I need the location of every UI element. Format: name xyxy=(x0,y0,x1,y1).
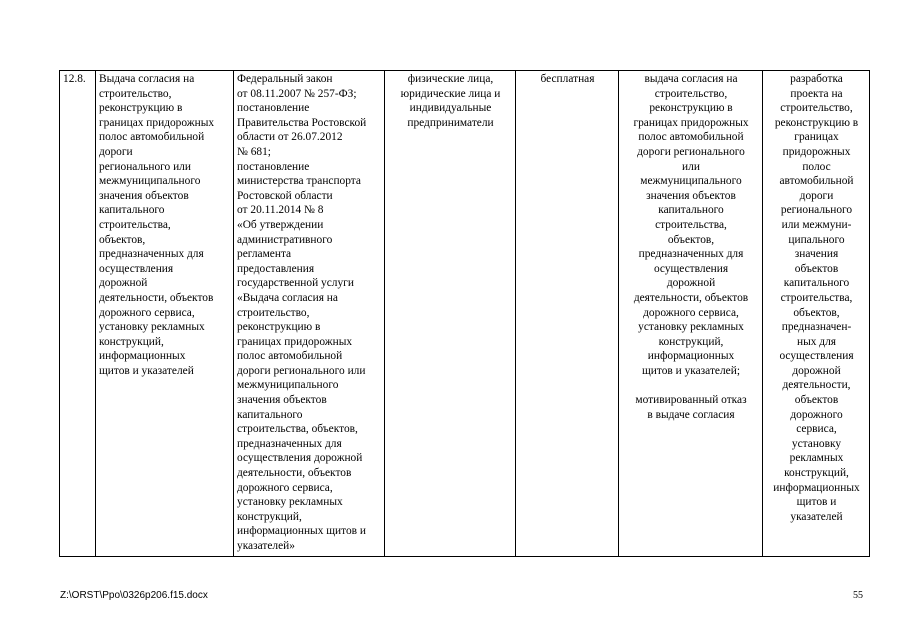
text-line: значения xyxy=(794,248,839,261)
text-line: или xyxy=(682,160,700,173)
text-line: капитального xyxy=(658,204,724,217)
text-line: границах придорожных xyxy=(99,116,215,129)
text-line: административного xyxy=(237,233,333,246)
text-line: конструкций, xyxy=(658,335,724,348)
text-line: реконструкцию в xyxy=(99,102,183,115)
text-line: дорожной xyxy=(792,364,841,377)
text-line: объектов, xyxy=(99,233,146,246)
text-line: № 681; xyxy=(237,145,271,158)
result-refusal-text xyxy=(622,393,760,422)
text-line: предоставления xyxy=(237,262,315,275)
text-line: дорожного сервиса, xyxy=(99,306,195,319)
text-line: полос автомобильной xyxy=(237,350,343,363)
result-approval-text xyxy=(622,72,760,378)
text-line: физические лица, xyxy=(407,73,494,85)
text-line: строительство, xyxy=(654,87,728,100)
paragraph-gap xyxy=(622,378,760,393)
legal-basis-text xyxy=(237,72,382,554)
services-table xyxy=(59,70,870,557)
text-line: дороги xyxy=(799,189,834,202)
text-line: мотивированный отказ xyxy=(635,394,747,407)
fee-cell xyxy=(516,71,619,557)
table-row xyxy=(60,71,870,557)
text-line: дороги регионального или xyxy=(237,364,366,377)
footer-file-path: Z:\ORST\Ppo\0326p206.f15.docx xyxy=(60,590,208,601)
text-line: объектов xyxy=(794,394,839,407)
text-line: «Об утверждении xyxy=(237,218,324,231)
text-line: или межмуни- xyxy=(781,218,852,231)
text-line: границах xyxy=(794,131,839,144)
text-line: объектов xyxy=(794,262,839,275)
text-line: значения объектов xyxy=(99,189,189,202)
text-line: дорожного сервиса, xyxy=(643,306,739,319)
text-line: межмуниципального xyxy=(99,175,201,188)
text-line: установку рекламных xyxy=(99,321,205,334)
text-line: осуществления xyxy=(653,262,729,275)
text-line: министерства транспорта xyxy=(237,175,361,188)
text-line: дорожного xyxy=(790,408,843,421)
text-line: сервиса, xyxy=(796,423,837,436)
text-line: Выдача согласия на xyxy=(99,73,195,85)
text-line: щитов и xyxy=(796,496,837,509)
text-line: от 20.11.2014 № 8 xyxy=(237,204,324,217)
text-line: рекламных xyxy=(789,452,844,465)
text-line: деятельности, объектов xyxy=(99,291,214,304)
text-line: указателей xyxy=(790,510,843,523)
text-line: придорожных xyxy=(782,145,851,158)
text-line: в выдаче согласия xyxy=(647,408,735,421)
text-line: области от 26.07.2012 xyxy=(237,131,343,144)
text-line: информационных xyxy=(647,350,735,363)
text-line: информационных xyxy=(99,350,186,363)
text-line: предназначенных для xyxy=(638,248,744,261)
text-line: дороги xyxy=(99,145,133,158)
text-line: установку рекламных xyxy=(237,496,343,509)
text-line: предприниматели xyxy=(407,116,494,129)
text-line: государственной услуги xyxy=(237,277,354,290)
text-line: «Выдача согласия на xyxy=(237,291,338,304)
result-cell xyxy=(619,71,763,557)
text-line: дорожной xyxy=(666,277,716,290)
text-line: конструкций, xyxy=(99,335,164,348)
row-number: 12.8. xyxy=(63,73,86,85)
text-line: предназначен- xyxy=(781,321,852,334)
text-line: полос автомобильной xyxy=(99,131,205,144)
text-line: предназначенных для xyxy=(99,248,204,261)
text-line: осуществления xyxy=(99,262,174,275)
text-line: строительство, xyxy=(237,306,310,319)
text-line: информационных щитов и xyxy=(237,525,366,538)
text-line: полос xyxy=(802,160,831,173)
text-line: установку рекламных xyxy=(638,321,744,334)
text-line: проекта на xyxy=(790,87,843,100)
text-line: строительства, объектов, xyxy=(237,423,358,436)
text-line: регламента xyxy=(237,248,292,261)
text-line: постановление xyxy=(237,102,310,115)
text-line: дорожного сервиса, xyxy=(237,481,333,494)
text-line: конструкций, xyxy=(237,510,302,523)
text-line: строительства, xyxy=(655,218,727,231)
text-line: строительства, xyxy=(780,291,853,304)
text-line: значения объектов xyxy=(237,394,327,407)
text-line: щитов и указателей xyxy=(99,364,194,377)
text-line: реконструкцию в xyxy=(649,102,733,115)
text-line: объектов, xyxy=(793,306,840,319)
text-line: Федеральный закон xyxy=(237,73,333,85)
fee-text xyxy=(519,72,616,87)
service-name-text xyxy=(99,72,231,378)
text-line: строительство, xyxy=(780,102,853,115)
text-line: реконструкцию в xyxy=(774,116,859,129)
text-line: установку xyxy=(791,437,842,450)
text-line: индивидуальные xyxy=(409,102,492,115)
text-line: щитов и указателей; xyxy=(642,364,740,377)
legal-basis-cell xyxy=(234,71,385,557)
text-line: дороги регионального xyxy=(637,145,745,158)
row-number-cell xyxy=(60,71,96,557)
text-line: разработка xyxy=(790,73,843,85)
text-line: от 08.11.2007 № 257-ФЗ; xyxy=(237,87,357,100)
text-line: межмуниципального xyxy=(640,175,742,188)
text-line: деятельности, объектов xyxy=(633,291,749,304)
text-line: дорожной xyxy=(99,277,148,290)
applicants-text xyxy=(388,72,513,130)
text-line: межмуниципального xyxy=(237,379,339,392)
prerequisite-text xyxy=(766,72,867,524)
text-line: капитального xyxy=(99,204,165,217)
applicants-cell xyxy=(385,71,516,557)
text-line: бесплатная xyxy=(540,73,595,85)
text-line: капитального xyxy=(237,408,303,421)
service-name-cell xyxy=(96,71,234,557)
prerequisite-cell xyxy=(763,71,870,557)
text-line: регионального или xyxy=(99,160,191,173)
text-line: границах придорожных xyxy=(633,116,749,129)
text-line: строительства, xyxy=(99,218,171,231)
text-line: осуществления дорожной xyxy=(237,452,363,465)
text-line: предназначенных для xyxy=(237,437,342,450)
text-line: реконструкцию в xyxy=(237,321,321,334)
text-line: ных для xyxy=(796,335,836,348)
text-line: регионального xyxy=(780,204,853,217)
text-line: автомобильной xyxy=(779,175,854,188)
text-line: Ростовской области xyxy=(237,189,333,202)
text-line: значения объектов xyxy=(646,189,736,202)
text-line: постановление xyxy=(237,160,310,173)
footer-page-number: 55 xyxy=(853,590,863,601)
text-line: границах придорожных xyxy=(237,335,353,348)
text-line: объектов, xyxy=(667,233,715,246)
text-line: полос автомобильной xyxy=(638,131,744,144)
text-line: капитального xyxy=(783,277,850,290)
text-line: деятельности, xyxy=(782,379,851,392)
text-line: информационных xyxy=(773,481,860,494)
text-line: деятельности, объектов xyxy=(237,467,352,480)
text-line: строительство, xyxy=(99,87,172,100)
text-line: осуществления xyxy=(779,350,854,363)
text-line: указателей» xyxy=(237,540,295,552)
text-line: ципального xyxy=(788,233,845,246)
text-line: юридические лица и xyxy=(400,87,501,100)
text-line: Правительства Ростовской xyxy=(237,116,367,129)
text-line: выдача согласия на xyxy=(644,73,738,85)
text-line: конструкций, xyxy=(784,467,849,480)
